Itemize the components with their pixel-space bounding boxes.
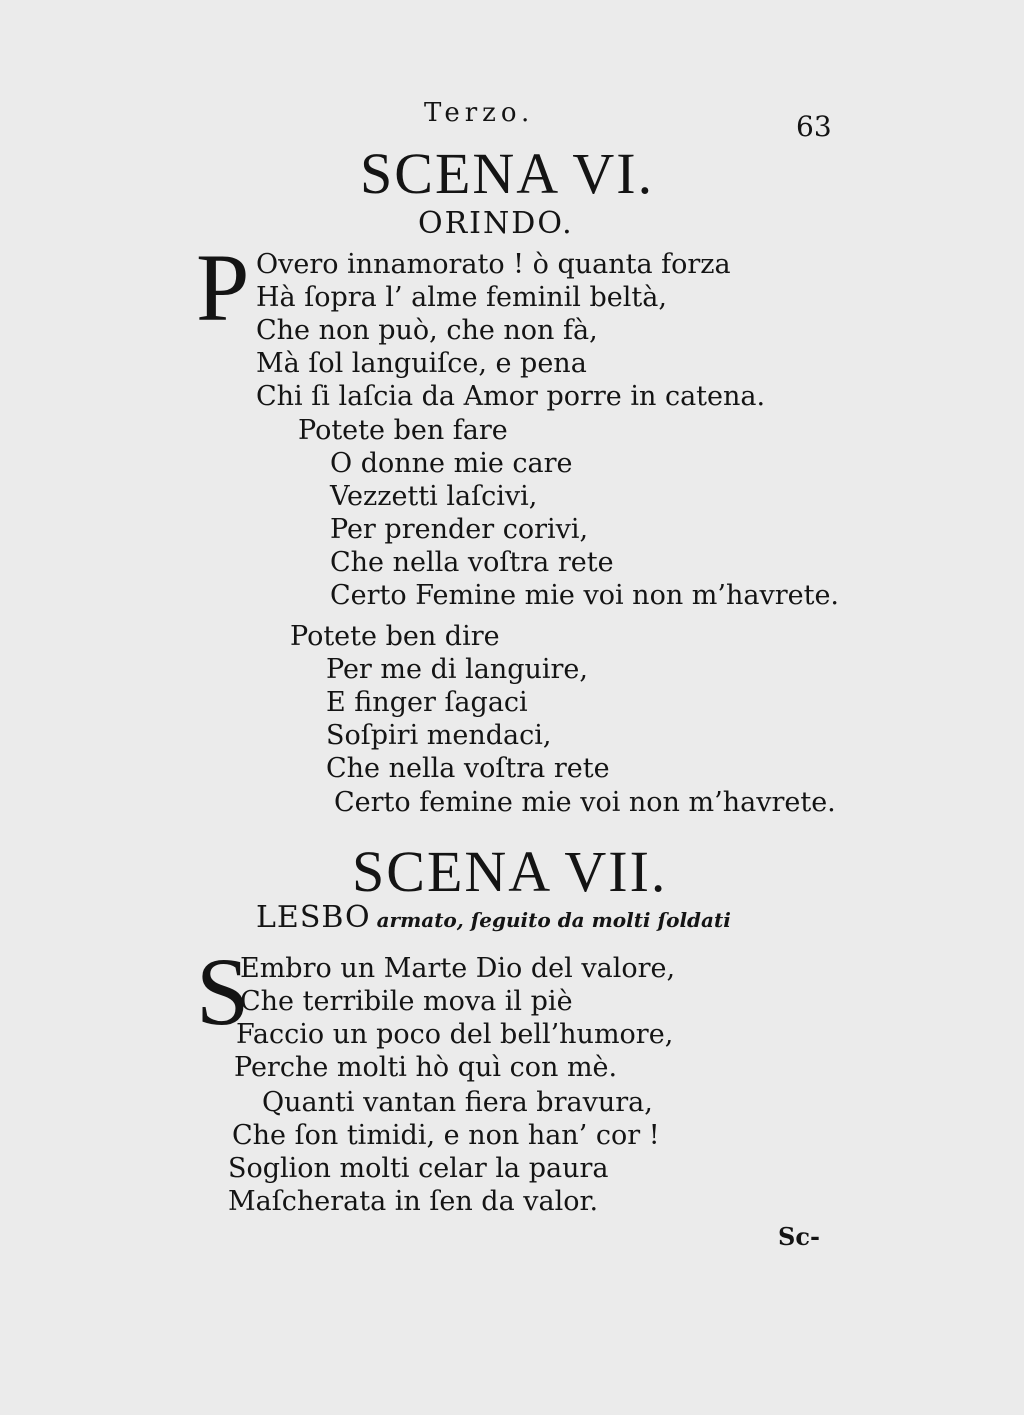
stage-direction: armato, ſeguito da molti ſoldati (376, 908, 731, 932)
verse-line: Embro un Marte Dio del valore, (240, 953, 676, 984)
verse-line: O donne mie care (330, 448, 573, 479)
verse-line: Che terribile mova il piè (240, 986, 573, 1017)
speaker-line (256, 900, 731, 935)
drop-cap: S (196, 938, 250, 1045)
speaker-name: ORINDO. (418, 206, 574, 241)
verse-line: Mà ſol languiſce, e pena (256, 348, 587, 379)
verse-line: Per me di languire, (326, 654, 588, 685)
scene-heading: SCENA VI. (360, 141, 655, 206)
verse-line: Faccio un poco del bell’humore, (236, 1019, 674, 1050)
verse-line: Potete ben dire (290, 621, 500, 652)
verse-line: Che ſon timidi, e non han’ cor ! (232, 1120, 660, 1151)
verse-line: Soglion molti celar la paura (228, 1153, 609, 1184)
speaker-name: LESBO (256, 900, 371, 935)
verse-line: Soſpiri mendaci, (326, 720, 552, 751)
verse-line: Vezzetti laſcivi, (330, 481, 538, 512)
verse-line: Perche molti hò quì con mè. (234, 1052, 618, 1083)
verse-line: Certo femine mie voi non m’havrete. (334, 787, 836, 818)
verse-line: E finger ſagaci (326, 687, 528, 718)
verse-line: Hà ſopra l’ alme feminil beltà, (256, 282, 667, 313)
catchword: Sc- (778, 1222, 820, 1251)
running-head: Terzo. (424, 98, 535, 128)
verse-line: Overo innamorato ! ò quanta forza (256, 249, 731, 280)
verse-line: Maſcherata in ſen da valor. (228, 1186, 599, 1217)
scene-heading: SCENA VII. (352, 839, 668, 904)
verse-line: Che non può, che non fà, (256, 315, 598, 346)
verse-line: Quanti vantan fiera bravura, (262, 1087, 653, 1118)
verse-line: Chi ſi laſcia da Amor porre in catena. (256, 381, 766, 412)
drop-cap: P (196, 234, 250, 341)
verse-line: Potete ben fare (298, 415, 508, 446)
verse-line: Che nella voſtra rete (330, 547, 614, 578)
verse-line: Certo Femine mie voi non m’havrete. (330, 580, 840, 611)
verse-line: Per prender corivi, (330, 514, 589, 545)
verse-line: Che nella voſtra rete (326, 753, 610, 784)
page-number: 63 (796, 110, 832, 143)
